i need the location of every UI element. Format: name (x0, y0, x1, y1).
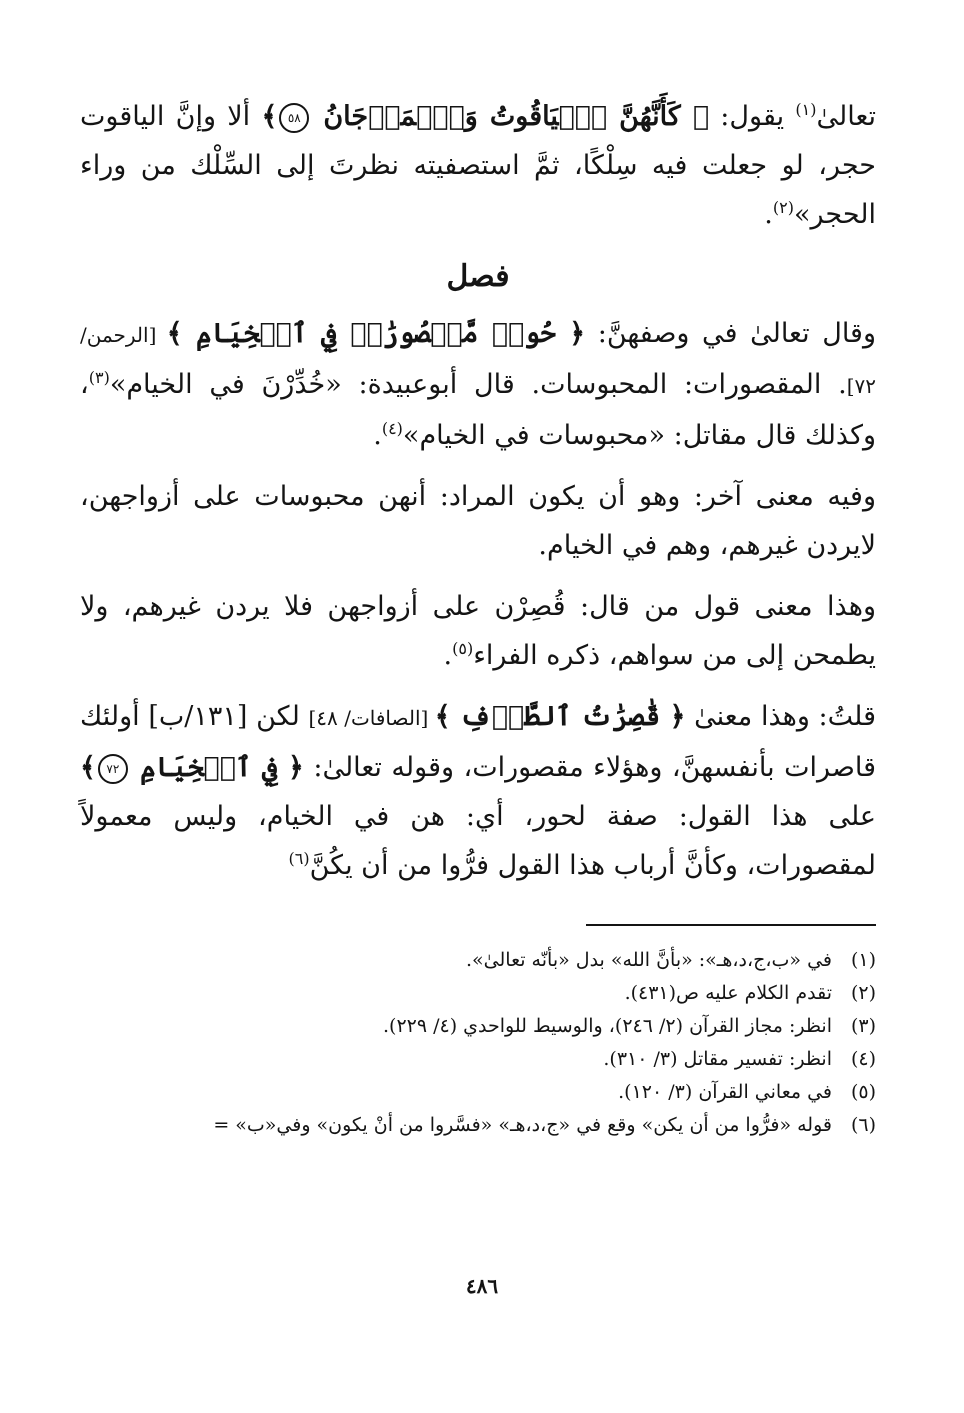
footnote-text: في معاني القرآن (٣/ ١٢٠). (618, 1081, 832, 1103)
text-run: تعالىٰ (816, 101, 877, 132)
quran-verse: ﴿ فِي ٱلۡخِيَامِ (129, 752, 304, 783)
footnote-ref-4: (٤) (381, 419, 403, 438)
text-run: ، وكذلك قال مقاتل: «محبوسات في الخيام» (80, 369, 876, 451)
ayah-number-marker: ٥٨ (279, 103, 309, 133)
footnote-ref-2: (٢) (772, 198, 794, 217)
footnote-item (80, 944, 876, 977)
text-run: . (443, 640, 453, 671)
text-run: على هذا القول: صفة لحور، أي: هن في الخيام، وليس معمولاً لمقصورات، وكأنَّ أرباب هذا القول فرُّوا من أن يكُنَّ (80, 801, 876, 881)
paragraph-3: وفيه معنى آخر: وهو أن يكون المراد: أنهن محبوسات على أزواجهن، لايردن غيرهم، وهم في الخيام. (80, 481, 876, 561)
text-run: يقول: (709, 101, 796, 132)
footnote-text: تقدم الكلام عليه ص(٤٣١). (624, 982, 832, 1004)
footnote-number: (٦) (850, 1114, 876, 1136)
quran-bracket: ﴾ (80, 752, 96, 783)
footnote-item (80, 1010, 876, 1043)
text-run: قلتُ: وهذا معنىٰ (685, 701, 877, 732)
text-run: وهذا معنى قول من قال: قُصِرْن على أزواجهن فلا يردن غيرهم، ولا يطمحن إلى من سواهم، ذكره الفراء (80, 591, 876, 671)
quran-verse: ﴿ كَأَنَّهُنَّ ٱلۡيَاقُوتُ وَٱلۡمَرۡجَانُ (311, 101, 710, 132)
footnote-text: انظر: تفسير مقاتل (٣/ ٣١٠). (603, 1048, 832, 1070)
paragraph-1 (80, 92, 876, 239)
footnote-item (80, 1109, 876, 1142)
footnote-number: (٣) (850, 1015, 876, 1037)
footnote-item (80, 977, 876, 1010)
footnotes (80, 944, 876, 1142)
paragraph-5 (80, 692, 876, 890)
text-run: وقال تعالىٰ في وصفهنَّ: (585, 318, 877, 349)
footnote-item (80, 1043, 876, 1076)
footnote-item (80, 1076, 876, 1109)
footnote-number: (٤) (850, 1048, 876, 1070)
footnote-ref-6: (٦) (288, 849, 310, 868)
paragraph-2 (80, 309, 876, 460)
footnote-number: (٥) (850, 1081, 876, 1103)
footnote-divider (586, 924, 876, 926)
footnote-text: قوله «فرُّوا من أن يكن» وقع في «ج،د،هـ» «فسَّروا من أنْ يكون» وفي«ب» = (213, 1114, 832, 1136)
footnote-ref-3: (٣) (88, 368, 110, 387)
footnote-text: في «ب،ج،د،هـ»: «بأنَّ الله» بدل «بأنّه تعالىٰ». (465, 949, 832, 971)
footnote-ref-5: (٥) (452, 639, 474, 658)
quran-verse: ﴿ حُورٞ مَّقۡصُورَٰتٞ فِي ٱلۡخِيَامِ ﴾ (166, 318, 586, 349)
verse-reference: [الصافات/ ٤٨] (308, 706, 435, 730)
text-run: . (764, 199, 773, 230)
footnote-ref-1: (١) (795, 100, 817, 119)
footnote-text: انظر: مجاز القرآن (٢/ ٢٤٦)، والوسيط للواحدي (٤/ ٢٢٩). (382, 1015, 832, 1037)
text-run: ألا وإنَّ الياقوت حجر، لو جعلت فيه سِلْكًا، ثمَّ استصفيته نظرتَ إلى السِّلْك من وراء الحجر» (80, 101, 876, 230)
quran-bracket: ﴾ (261, 101, 278, 132)
page-number: ٤٨٦ (465, 1274, 499, 1298)
verse-reference: [الرحمن/ ٧٢] (80, 323, 876, 398)
paragraph-4 (80, 582, 876, 680)
footnote-number: (١) (850, 949, 876, 971)
quran-verse: ﴿ قَٰصِرَٰتُ ٱلطَّرۡفِ ﴾ (434, 701, 686, 732)
section-heading: فصل (446, 259, 510, 294)
text-run: . المقصورات: المحبوسات. قال أبوعبيدة: «خُدِّرْنَ في الخيام» (109, 369, 847, 400)
text-run: لكن [١٣١/ب] أولئك قاصرات بأنفسهنَّ، وهؤلاء مقصورات، وقوله تعالىٰ: (80, 701, 876, 783)
ayah-number-marker: ٧٢ (98, 754, 128, 784)
text-run: . (373, 420, 382, 451)
footnote-number: (٢) (850, 982, 876, 1004)
